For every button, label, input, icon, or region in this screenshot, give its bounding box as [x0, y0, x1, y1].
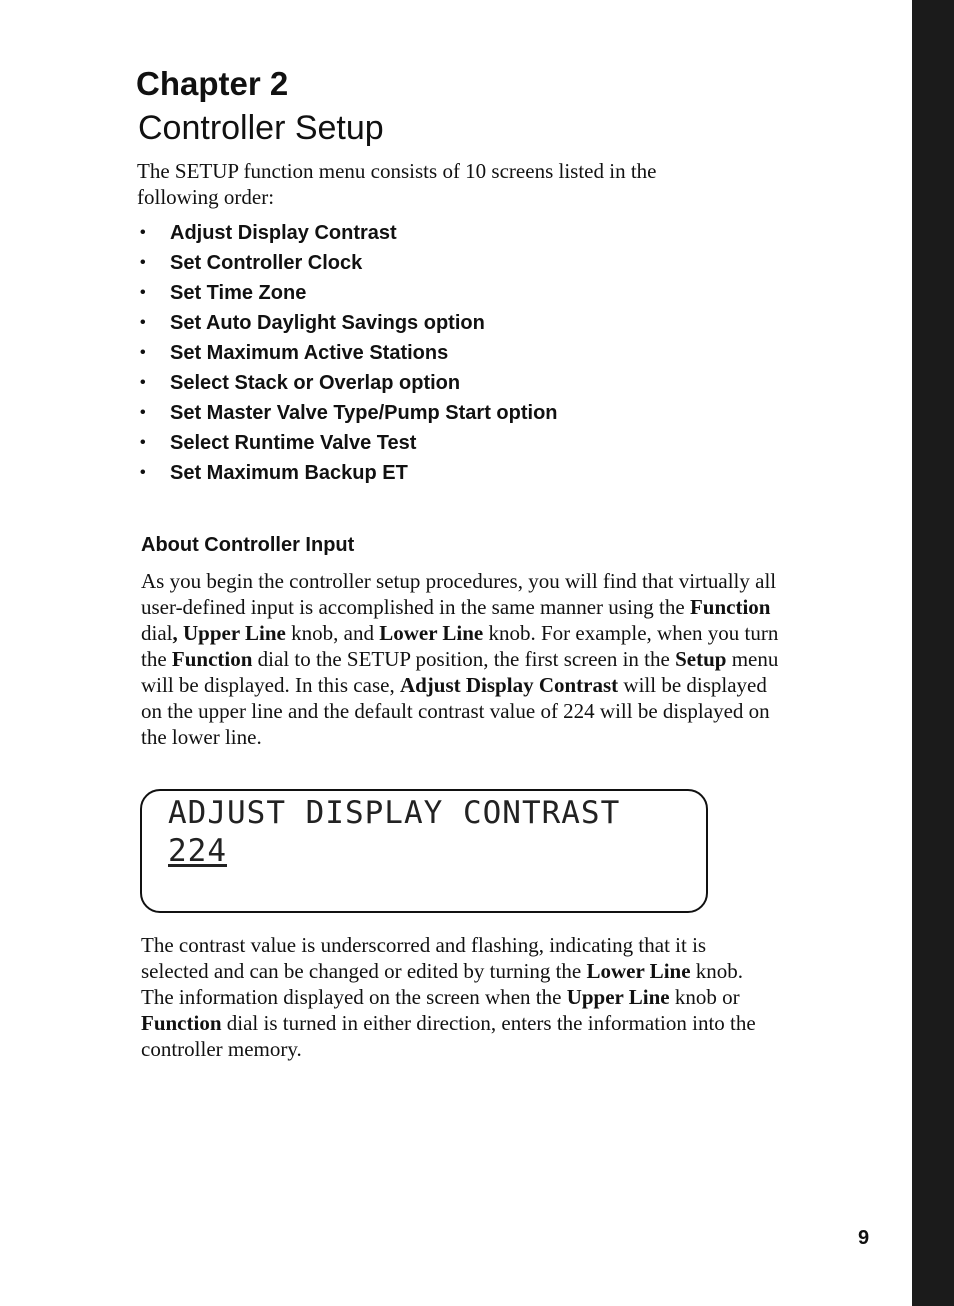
lcd-display-screen	[140, 789, 708, 913]
text-run: knob. The information displayed on the screen when the	[141, 959, 744, 1009]
list-item-label: Select Runtime Valve Test	[170, 432, 417, 454]
list-item-label: Set Auto Daylight Savings option	[170, 312, 485, 334]
list-item	[138, 338, 558, 368]
bold-term: Adjust Display Contrast	[399, 673, 619, 697]
list-item	[138, 458, 558, 488]
chapter-edge-tab	[912, 0, 954, 1306]
list-item	[138, 368, 558, 398]
text-run: knob. For example, when you turn the	[141, 621, 779, 671]
text-run: The contrast value is underscorred and flashing, indicating that it is selected and can be changed or edited by turning the	[141, 933, 707, 983]
text-run: dial is turned in either direction, enters the information into the controller memory.	[141, 1011, 756, 1061]
lcd-upper-line: ADJUST DISPLAY CONTRAST	[168, 795, 621, 831]
list-item-label: Select Stack or Overlap option	[170, 372, 461, 394]
list-item	[138, 248, 558, 278]
bullet-icon: •	[140, 254, 146, 271]
text-run: knob, and	[285, 621, 380, 645]
bullet-icon: •	[140, 404, 146, 421]
lcd-lower-line: 224	[168, 833, 227, 869]
list-item-label: Adjust Display Contrast	[170, 222, 397, 244]
bold-term: , Upper Line	[172, 621, 286, 645]
bold-term: Setup	[675, 647, 727, 671]
list-item-label: Set Maximum Backup ET	[170, 462, 408, 484]
bold-term: Function	[689, 595, 771, 619]
bold-term: Lower Line	[586, 959, 691, 983]
chapter-label: Chapter 2	[136, 65, 289, 102]
list-item-label: Set Controller Clock	[170, 252, 363, 274]
bullet-icon: •	[140, 374, 146, 391]
page-title: Controller Setup	[138, 109, 384, 147]
setup-menu-list	[138, 218, 558, 488]
list-item-label: Set Master Valve Type/Pump Start option	[170, 402, 558, 424]
bold-term: Lower Line	[379, 621, 484, 645]
bullet-icon: •	[140, 344, 146, 361]
bold-term: Function	[141, 1011, 222, 1035]
text-run: dial to the SETUP position, the first screen in the	[252, 647, 676, 671]
list-item-label: Set Maximum Active Stations	[170, 342, 449, 364]
list-item	[138, 278, 558, 308]
body-paragraph-contrast	[141, 932, 771, 1062]
text-run: As you begin the controller setup procedures, you will find that virtually all user-defined input is accomplished in the same manner using the	[141, 569, 777, 619]
list-item	[138, 398, 558, 428]
text-run: menu will be displayed. In this case,	[141, 647, 779, 697]
list-item	[138, 428, 558, 458]
section-heading: About Controller Input	[141, 534, 355, 556]
text-run: knob or	[669, 985, 740, 1009]
page-number: 9	[858, 1227, 870, 1249]
bullet-icon: •	[140, 284, 146, 301]
text-run: dial	[141, 621, 173, 645]
bullet-icon: •	[140, 224, 146, 241]
list-item	[138, 218, 558, 248]
list-item	[138, 308, 558, 338]
bold-term: Function	[171, 647, 253, 671]
body-paragraph-input	[141, 568, 781, 750]
bullet-icon: •	[140, 434, 146, 451]
intro-paragraph: The SETUP function menu consists of 10 screens listed in the following order:	[137, 159, 657, 209]
bold-term: Upper Line	[566, 985, 670, 1009]
list-item-label: Set Time Zone	[170, 282, 307, 304]
bullet-icon: •	[140, 464, 146, 481]
text-run: will be displayed on the upper line and the default contrast value of 224 will be displayed on the lower line.	[141, 673, 770, 749]
bullet-icon: •	[140, 314, 146, 331]
